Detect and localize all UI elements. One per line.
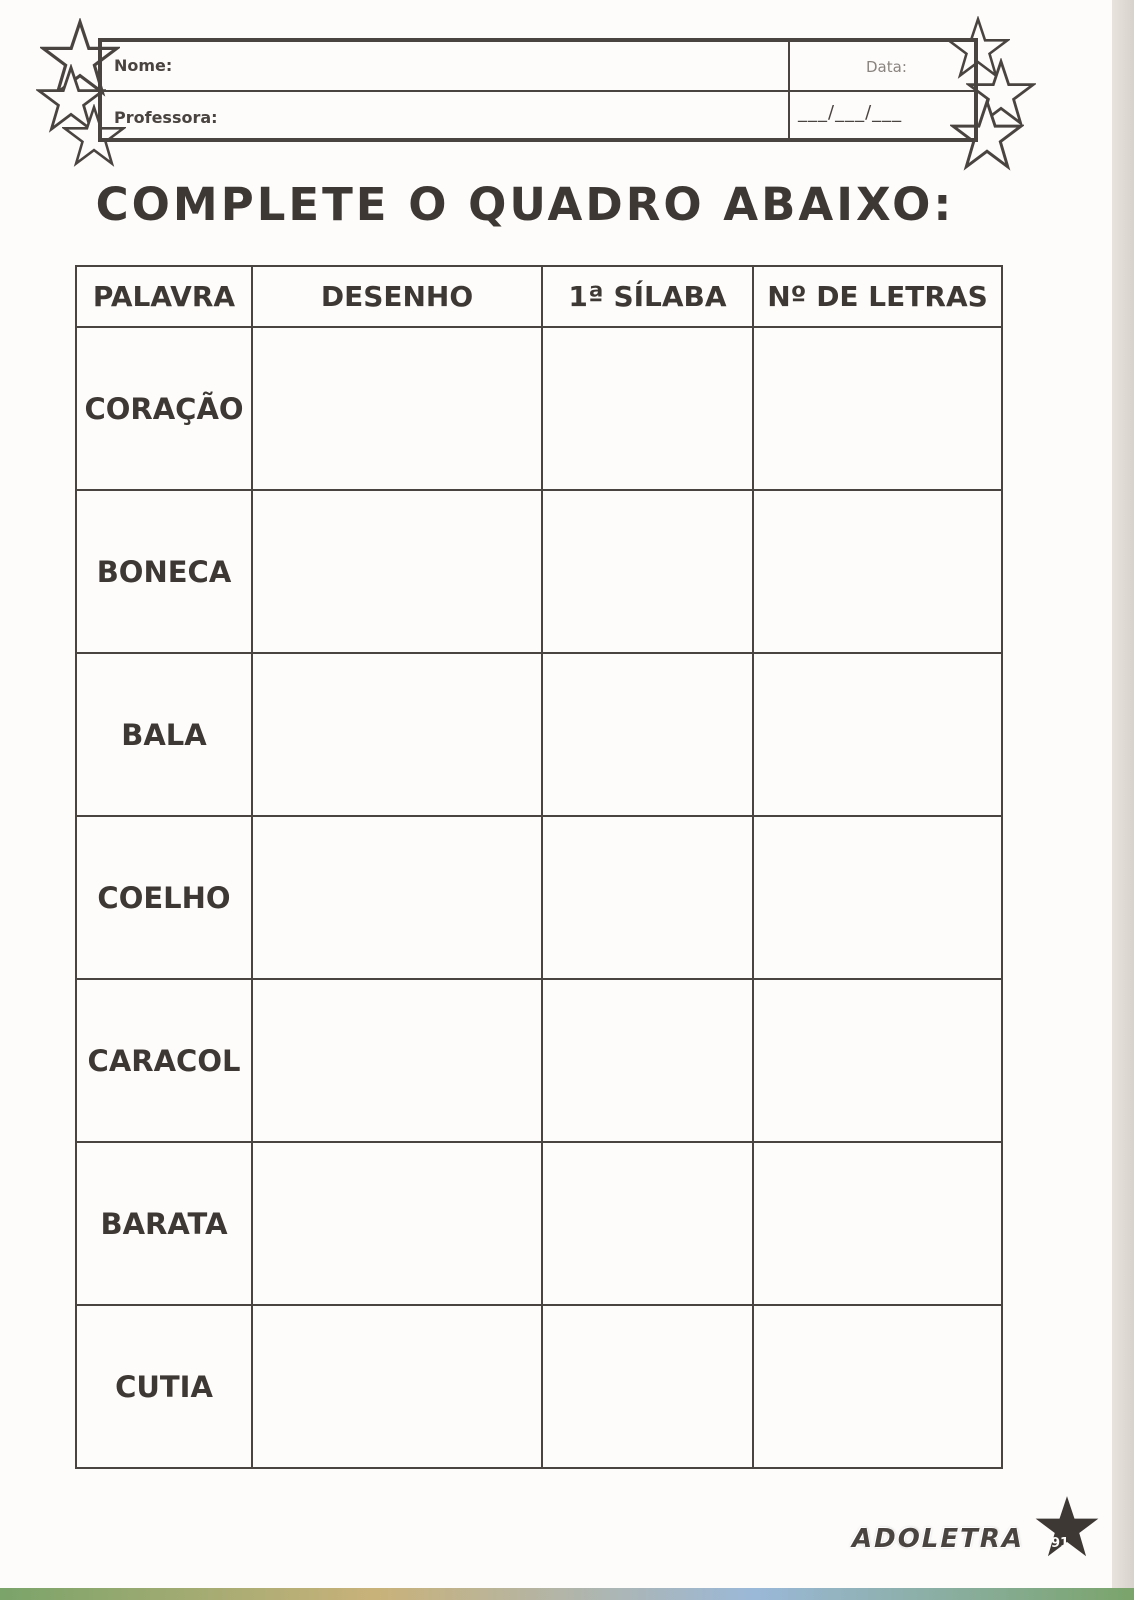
first-syllable-cell[interactable] bbox=[542, 490, 753, 653]
letter-count-cell[interactable] bbox=[753, 979, 1002, 1142]
letter-count-cell[interactable] bbox=[753, 653, 1002, 816]
page-number: 91 bbox=[1050, 1536, 1070, 1551]
teacher-label: Professora: bbox=[114, 108, 218, 127]
brand-logo-text: ADOLETRA bbox=[852, 1524, 1025, 1554]
next-page-edge bbox=[0, 1588, 1134, 1600]
first-syllable-cell[interactable] bbox=[542, 327, 753, 490]
drawing-cell[interactable] bbox=[252, 327, 542, 490]
page-edge bbox=[1112, 0, 1134, 1600]
table-row bbox=[76, 816, 1002, 979]
drawing-cell[interactable] bbox=[252, 490, 542, 653]
word-cell: CORAÇÃO bbox=[76, 327, 252, 490]
word-cell: COELHO bbox=[76, 816, 252, 979]
table-row bbox=[76, 1142, 1002, 1305]
letter-count-cell[interactable] bbox=[753, 1305, 1002, 1468]
first-syllable-cell[interactable] bbox=[542, 1305, 753, 1468]
name-row[interactable] bbox=[102, 42, 788, 92]
table-row bbox=[76, 653, 1002, 816]
drawing-cell[interactable] bbox=[252, 816, 542, 979]
date-blanks[interactable]: ___/___/___ bbox=[798, 102, 903, 123]
word-cell: CARACOL bbox=[76, 979, 252, 1142]
column-header: DESENHO bbox=[252, 266, 542, 327]
column-header: PALAVRA bbox=[76, 266, 252, 327]
date-box[interactable] bbox=[788, 42, 976, 138]
first-syllable-cell[interactable] bbox=[542, 816, 753, 979]
page-title: COMPLETE O QUADRO ABAIXO: bbox=[95, 178, 955, 231]
table-row bbox=[76, 327, 1002, 490]
drawing-cell[interactable] bbox=[252, 979, 542, 1142]
drawing-cell[interactable] bbox=[252, 1305, 542, 1468]
drawing-cell[interactable] bbox=[252, 1142, 542, 1305]
table-row bbox=[76, 979, 1002, 1142]
first-syllable-cell[interactable] bbox=[542, 653, 753, 816]
column-header: Nº DE LETRAS bbox=[753, 266, 1002, 327]
table-row bbox=[76, 490, 1002, 653]
word-cell: BALA bbox=[76, 653, 252, 816]
table-row bbox=[76, 1305, 1002, 1468]
word-cell: CUTIA bbox=[76, 1305, 252, 1468]
first-syllable-cell[interactable] bbox=[542, 979, 753, 1142]
letter-count-cell[interactable] bbox=[753, 816, 1002, 979]
first-syllable-cell[interactable] bbox=[542, 1142, 753, 1305]
column-header: 1ª SÍLABA bbox=[542, 266, 753, 327]
letter-count-cell[interactable] bbox=[753, 327, 1002, 490]
name-label: Nome: bbox=[114, 56, 173, 75]
teacher-row[interactable] bbox=[102, 92, 788, 140]
table-header-row bbox=[76, 266, 1002, 327]
date-label: Data: bbox=[866, 58, 907, 76]
exercise-table bbox=[75, 265, 1003, 1469]
word-cell: BONECA bbox=[76, 490, 252, 653]
drawing-cell[interactable] bbox=[252, 653, 542, 816]
letter-count-cell[interactable] bbox=[753, 1142, 1002, 1305]
student-info-box bbox=[98, 38, 978, 142]
letter-count-cell[interactable] bbox=[753, 490, 1002, 653]
word-cell: BARATA bbox=[76, 1142, 252, 1305]
